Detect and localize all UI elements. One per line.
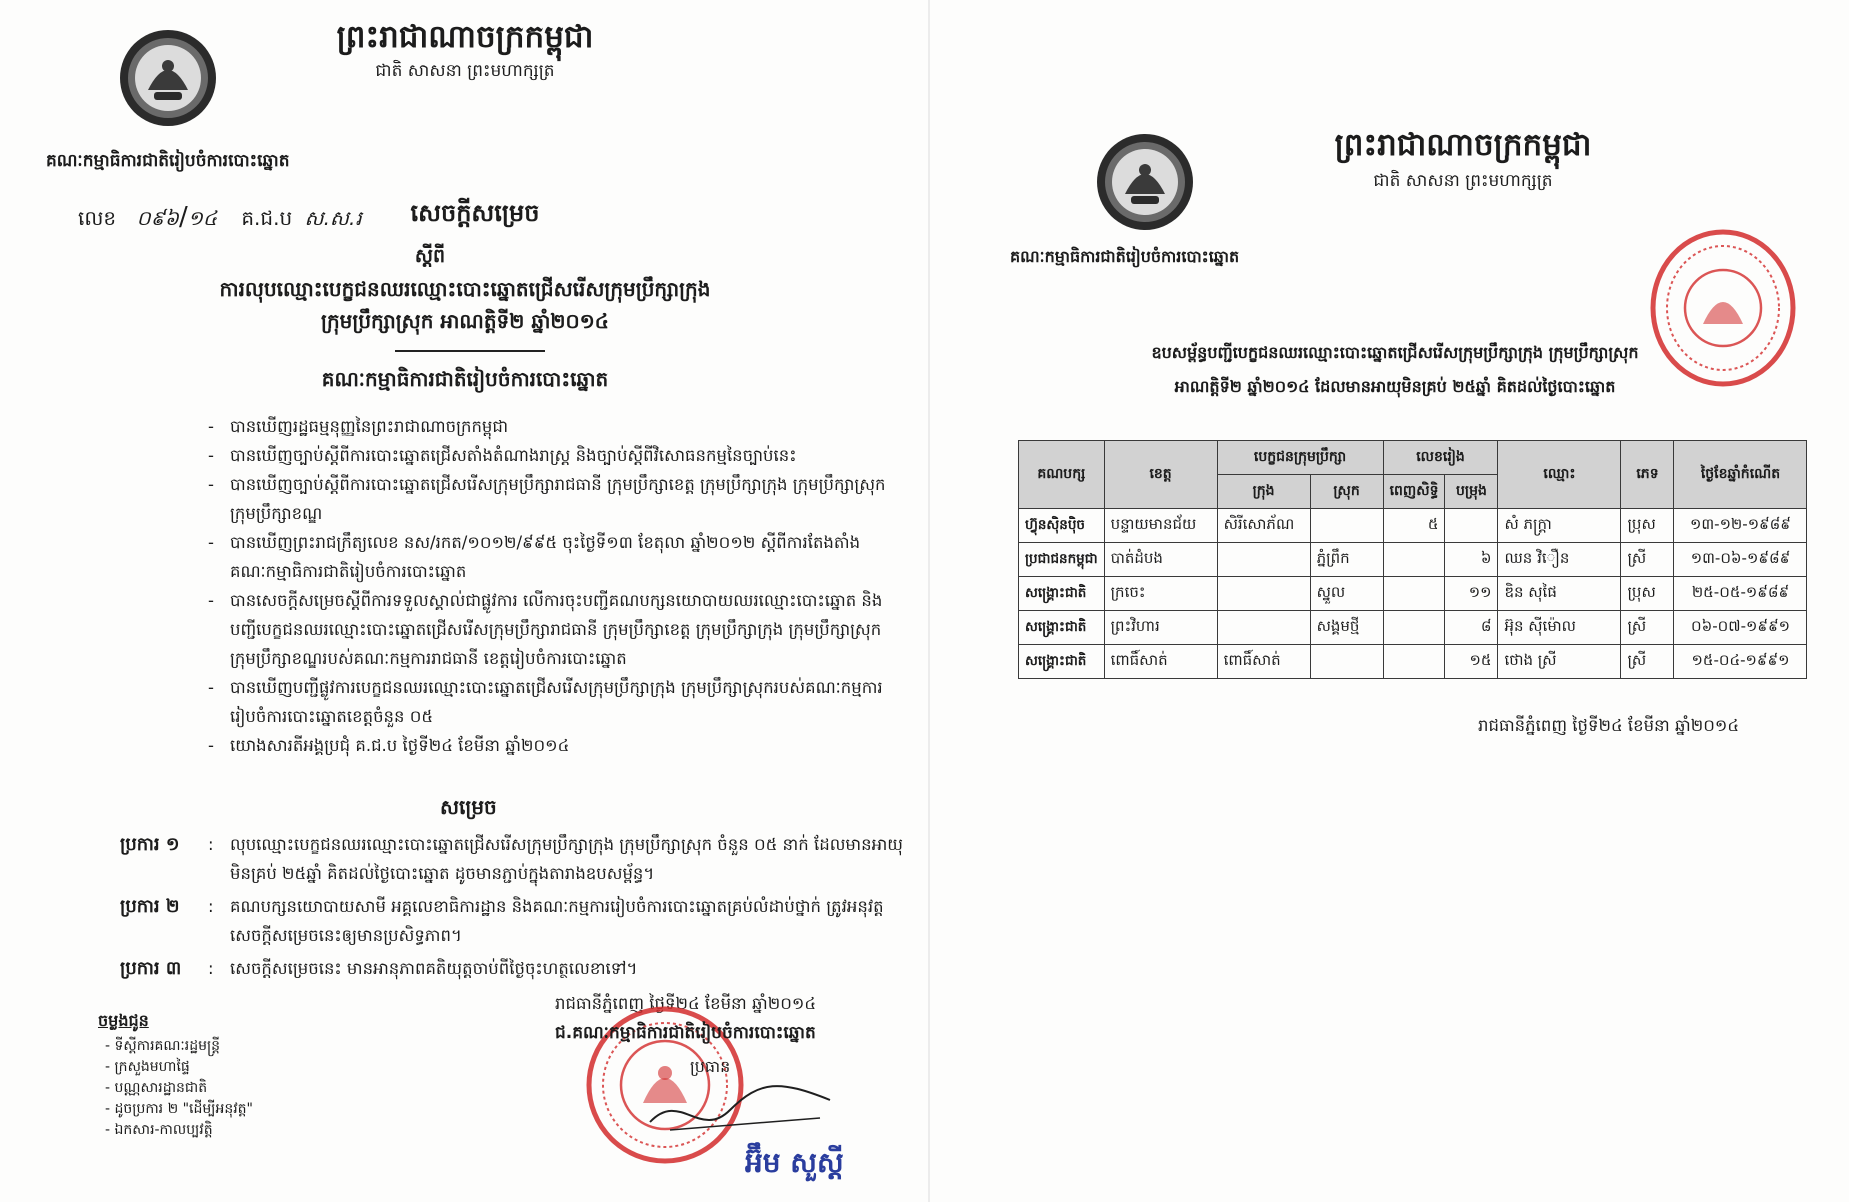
table-row (1019, 577, 1807, 611)
cell-official (1383, 611, 1445, 645)
table-row (1019, 611, 1807, 645)
committee-heading: គណៈកម្មាធិការជាតិរៀបចំការបោះឆ្នោត (321, 367, 609, 391)
article-3: ប្រការ ៣ : សេចក្តីសម្រេចនេះ មានអានុភាពគតិយុត្តចាប់ពីថ្ងៃចុះហត្ថលេខាទៅ។ (120, 954, 910, 983)
annex-title-line-1: ឧបសម្ព័ន្ធបញ្ជីបេក្ខជនឈរឈ្មោះបោះឆ្នោតជ្រើសរើសក្រុមប្រឹក្សាក្រុង ក្រុមប្រឹក្សាស្រុក (1151, 343, 1639, 362)
cell-city: ពោធិ៍សាត់ (1217, 645, 1310, 679)
committee-name: គណៈកម្មាធិការជាតិរៀបចំការបោះឆ្នោត (1010, 247, 1240, 266)
ref-code: គ.ជ.ប (241, 206, 293, 230)
ref-label: លេខ (78, 206, 117, 230)
cell-party: សង្គ្រោះជាតិ (1019, 577, 1105, 611)
cell-official (1383, 543, 1445, 577)
preamble-item: - បានឃើញបញ្ជីផ្លូវការបេក្ខជនឈរឈ្មោះបោះឆ្នោតជ្រើសរើសក្រុមប្រឹក្សាក្រុង ក្រុមប្រឹក្សាស្រុករបស់គណៈកម្មការរៀបចំការបោះឆ្នោតខេត្តចំនួន ០៥ (200, 673, 890, 731)
decision-title: សេចក្តីសម្រេច (410, 198, 540, 227)
cell-province: ក្រចេះ (1104, 577, 1217, 611)
cell-district: សង្គមថ្មី (1310, 611, 1383, 645)
reference-number: លេខ ០៩៦/១៤ គ.ជ.ប ស.ស.រ (78, 202, 362, 232)
kingdom-title: ព្រះរាជាណាចក្រកម្ពុជា (1334, 127, 1592, 163)
cell-district: ស្នួល (1310, 577, 1383, 611)
cell-name: ថោង ស្រី (1498, 645, 1621, 679)
cell-dob: ១៣-០៦-១៩៨៩ (1674, 543, 1807, 577)
cc-item: - បណ្ណសារដ្ឋានជាតិ (105, 1078, 253, 1099)
cell-city (1217, 611, 1310, 645)
emblem-icon (118, 28, 218, 128)
cell-district (1310, 645, 1383, 679)
article-1: ប្រការ ១ : លុបឈ្មោះបេក្ខជនឈរឈ្មោះបោះឆ្នោតជ្រើសរើសក្រុមប្រឹក្សាក្រុង ក្រុមប្រឹក្សាស្រុក ចំនួន ០៥ នាក់ ដែលមានអាយុមិនគ្រប់ ២៥ឆ្នាំ គិតដល់ថ្ងៃបោះឆ្នោត ដូចមានភ្ជាប់ក្នុងតារាងឧបសម្ព័ន្ធ។ (120, 830, 910, 888)
cc-list (105, 1036, 253, 1141)
about-label: ស្តីពី (414, 245, 446, 267)
signature-scribble (640, 1070, 840, 1140)
cell-reserve: ៦ (1445, 543, 1498, 577)
kingdom-motto: ជាតិ សាសនា ព្រះមហាក្សត្រ (375, 61, 555, 81)
cell-province: ព្រះវិហារ (1104, 611, 1217, 645)
cell-party: ប្រជាជនកម្ពុជា (1019, 543, 1105, 577)
decide-heading: សម្រេច (440, 795, 497, 819)
annex-date: រាជធានីភ្នំពេញ ថ្ងៃទី២៤ ខែមីនា ឆ្នាំ២០១៤ (1478, 716, 1740, 735)
cell-official: ៥ (1383, 509, 1445, 543)
cell-sex: ស្រី (1621, 611, 1674, 645)
president-label: ប្រធាន (690, 1057, 731, 1076)
cc-item: - ទីស្តីការគណៈរដ្ឋមន្ត្រី (105, 1036, 253, 1057)
preamble-list (200, 412, 890, 760)
col-official: ពេញសិទ្ធិ (1383, 475, 1445, 509)
cell-district: ភ្នំព្រឹក (1310, 543, 1383, 577)
cc-item: - ឯកសារ-កាលប្បវត្តិ (105, 1120, 253, 1141)
cc-heading: ចម្លងជូន (98, 1011, 149, 1030)
cell-city (1217, 543, 1310, 577)
col-name: ឈ្មោះ (1498, 441, 1621, 509)
col-council-group: បេក្ខជនក្រុមប្រឹក្សា (1217, 441, 1383, 475)
article-label: ប្រការ ២ (120, 896, 180, 917)
col-district: ស្រុក (1310, 475, 1383, 509)
cc-item: - ក្រសួងមហាផ្ទៃ (105, 1057, 253, 1078)
cell-reserve: ១៥ (1445, 645, 1498, 679)
signatory-title: ជ.គណៈកម្មាធិការជាតិរៀបចំការបោះឆ្នោត (555, 1023, 816, 1043)
cell-sex: ប្រុស (1621, 509, 1674, 543)
cell-reserve (1445, 509, 1498, 543)
col-party: គណបក្ស (1019, 441, 1105, 509)
cell-dob: ១៥-០៤-១៩៩១ (1674, 645, 1807, 679)
cell-province: បន្ទាយមានជ័យ (1104, 509, 1217, 543)
cell-dob: ០៦-០៧-១៩៩១ (1674, 611, 1807, 645)
preamble-item: - បានសេចក្តីសម្រេចស្តីពីការទទួលស្គាល់ជាផ្លូវការ លើការចុះបញ្ជីគណបក្សនយោបាយឈរឈ្មោះបោះឆ្នោត និងបញ្ជីបេក្ខជនឈរឈ្មោះបោះឆ្នោតជ្រើសរើសក្រុមប្រឹក្សារាជធានី ក្រុមប្រឹក្សាខេត្ត ក្រុមប្រឹក្សាក្រុង ក្រុមប្រឹក្សាស្រុក ក្រុមប្រឹក្សាខណ្ឌរបស់គណៈកម្មការរាជធានី ខេត្តរៀបចំការបោះឆ្នោត (200, 586, 890, 673)
cell-sex: ស្រី (1621, 543, 1674, 577)
cell-reserve: ១១ (1445, 577, 1498, 611)
cell-name: ឈន វិឿន (1498, 543, 1621, 577)
cell-official (1383, 645, 1445, 679)
cell-sex: ប្រុស (1621, 577, 1674, 611)
table-header-row (1019, 441, 1807, 475)
article-label: ប្រការ ១ (120, 834, 180, 855)
table-row (1019, 645, 1807, 679)
annex-title-line-2: អាណត្តិទី២ ឆ្នាំ២០១៤ ដែលមានអាយុមិនគ្រប់ ២៥ឆ្នាំ គិតដល់ថ្ងៃបោះឆ្នោត (1174, 377, 1616, 396)
ref-suffix: ស.ស.រ (304, 206, 362, 230)
ref-year: ១៤ (187, 206, 217, 230)
title-underline (395, 350, 545, 352)
cell-province: បាត់ដំបង (1104, 543, 1217, 577)
cell-district (1310, 509, 1383, 543)
table-row (1019, 543, 1807, 577)
cell-sex: ស្រី (1621, 645, 1674, 679)
emblem-icon (1095, 132, 1195, 232)
col-order-group: លេខរៀង (1383, 441, 1498, 475)
subject-line-1: ការលុបឈ្មោះបេក្ខជនឈរឈ្មោះបោះឆ្នោតជ្រើសរើសក្រុមប្រឹក្សាក្រុង (219, 277, 711, 301)
preamble-item: - បានឃើញច្បាប់ស្តីពីការបោះឆ្នោតជ្រើសតាំងតំណាងរាស្ត្រ និងច្បាប់ស្តីពីវិសោធនកម្មនៃច្បាប់នេះ (200, 441, 890, 470)
preamble-item: - បានឃើញព្រះរាជក្រឹត្យលេខ នស/រកត/១០១២/៩៩៥ ចុះថ្ងៃទី១៣ ខែតុលា ឆ្នាំ២០១២ ស្តីពីការតែងតាំងគណៈកម្មាធិការជាតិរៀបចំការបោះឆ្នោត (200, 528, 890, 586)
subject-line-2: ក្រុមប្រឹក្សាស្រុក អាណត្តិទី២ ឆ្នាំ២០១៤ (321, 309, 609, 333)
signing-date: រាជធានីភ្នំពេញ ថ្ងៃទី២៤ ខែមីនា ឆ្នាំ២០១៤ (555, 994, 817, 1013)
article-label: ប្រការ ៣ (120, 958, 182, 979)
article-text: សេចក្តីសម្រេចនេះ មានអានុភាពគតិយុត្តចាប់ពីថ្ងៃចុះហត្ថលេខាទៅ។ (230, 959, 638, 978)
col-reserve: បម្រុង (1445, 475, 1498, 509)
committee-emblem (118, 28, 218, 128)
table-row (1019, 509, 1807, 543)
col-sex: ភេទ (1621, 441, 1674, 509)
col-city: ក្រុង (1217, 475, 1310, 509)
col-dob: ថ្ងៃខែឆ្នាំកំណើត (1674, 441, 1807, 509)
cell-city: សិរីសោភ័ណ (1217, 509, 1310, 543)
cell-official (1383, 577, 1445, 611)
article-text: គណបក្សនយោបាយសាមី អគ្គលេខាធិការដ្ឋាន និងគណៈកម្មការរៀបចំការបោះឆ្នោតគ្រប់លំដាប់ថ្នាក់ ត្រូវអនុវត្តសេចក្តីសម្រេចនេះឲ្យមានប្រសិទ្ធភាព។ (230, 897, 884, 945)
cell-reserve: ៨ (1445, 611, 1498, 645)
article-2: ប្រការ ២ : គណបក្សនយោបាយសាមី អគ្គលេខាធិការដ្ឋាន និងគណៈកម្មការរៀបចំការបោះឆ្នោតគ្រប់លំដាប់ថ្នាក់ ត្រូវអនុវត្តសេចក្តីសម្រេចនេះឲ្យមានប្រសិទ្ធភាព។ (120, 892, 910, 950)
signer-name: អ៊ឹម សួស្តី (745, 1146, 844, 1179)
cell-party: ហ៊្វុនស៊ិនប៉ិច (1019, 509, 1105, 543)
cell-dob: ២៥-០៥-១៩៨៩ (1674, 577, 1807, 611)
article-text: លុបឈ្មោះបេក្ខជនឈរឈ្មោះបោះឆ្នោតជ្រើសរើសក្រុមប្រឹក្សាក្រុង ក្រុមប្រឹក្សាស្រុក ចំនួន ០៥ នាក់ ដែលមានអាយុមិនគ្រប់ ២៥ឆ្នាំ គិតដល់ថ្ងៃបោះឆ្នោត ដូចមានភ្ជាប់ក្នុងតារាងឧបសម្ព័ន្ធ។ (230, 835, 904, 883)
cell-dob: ១៣-១២-១៩៨៩ (1674, 509, 1807, 543)
cell-party: សង្គ្រោះជាតិ (1019, 611, 1105, 645)
preamble-item: - បានឃើញច្បាប់ស្តីពីការបោះឆ្នោតជ្រើសរើសក្រុមប្រឹក្សារាជធានី ក្រុមប្រឹក្សាខេត្ត ក្រុមប្រឹក្សាក្រុង ក្រុមប្រឹក្សាស្រុក ក្រុមប្រឹក្សាខណ្ឌ (200, 470, 890, 528)
preamble-item: - បានឃើញរដ្ឋធម្មនុញ្ញនៃព្រះរាជាណាចក្រកម្ពុជា (200, 412, 890, 441)
committee-emblem (1095, 132, 1195, 232)
preamble-item: - យោងសារតីអង្គប្រជុំ គ.ជ.ប ថ្ងៃទី២៤ ខែមីនា ឆ្នាំ២០១៤ (200, 731, 890, 760)
candidate-table (1018, 440, 1807, 679)
cc-item: - ដូចប្រការ ២ "ដើម្បីអនុវត្ត" (105, 1099, 253, 1120)
cell-name: ឌិន សុផៃ (1498, 577, 1621, 611)
cell-city (1217, 577, 1310, 611)
official-stamp (1648, 228, 1798, 392)
committee-name: គណៈកម្មាធិការជាតិរៀបចំការបោះឆ្នោត (46, 151, 290, 171)
ref-number: ០៩៦ (136, 206, 179, 230)
kingdom-motto: ជាតិ សាសនា ព្រះមហាក្សត្រ (1373, 171, 1553, 191)
cell-name: អ៊ុន ស៊ីម៉ោល (1498, 611, 1621, 645)
col-province: ខេត្ត (1104, 441, 1217, 509)
cell-name: សំ ភក្រ្តា (1498, 509, 1621, 543)
cell-province: ពោធិ៍សាត់ (1104, 645, 1217, 679)
kingdom-title: ព្រះរាជាណាចក្រកម្ពុជា (336, 19, 594, 55)
cell-party: សង្គ្រោះជាតិ (1019, 645, 1105, 679)
